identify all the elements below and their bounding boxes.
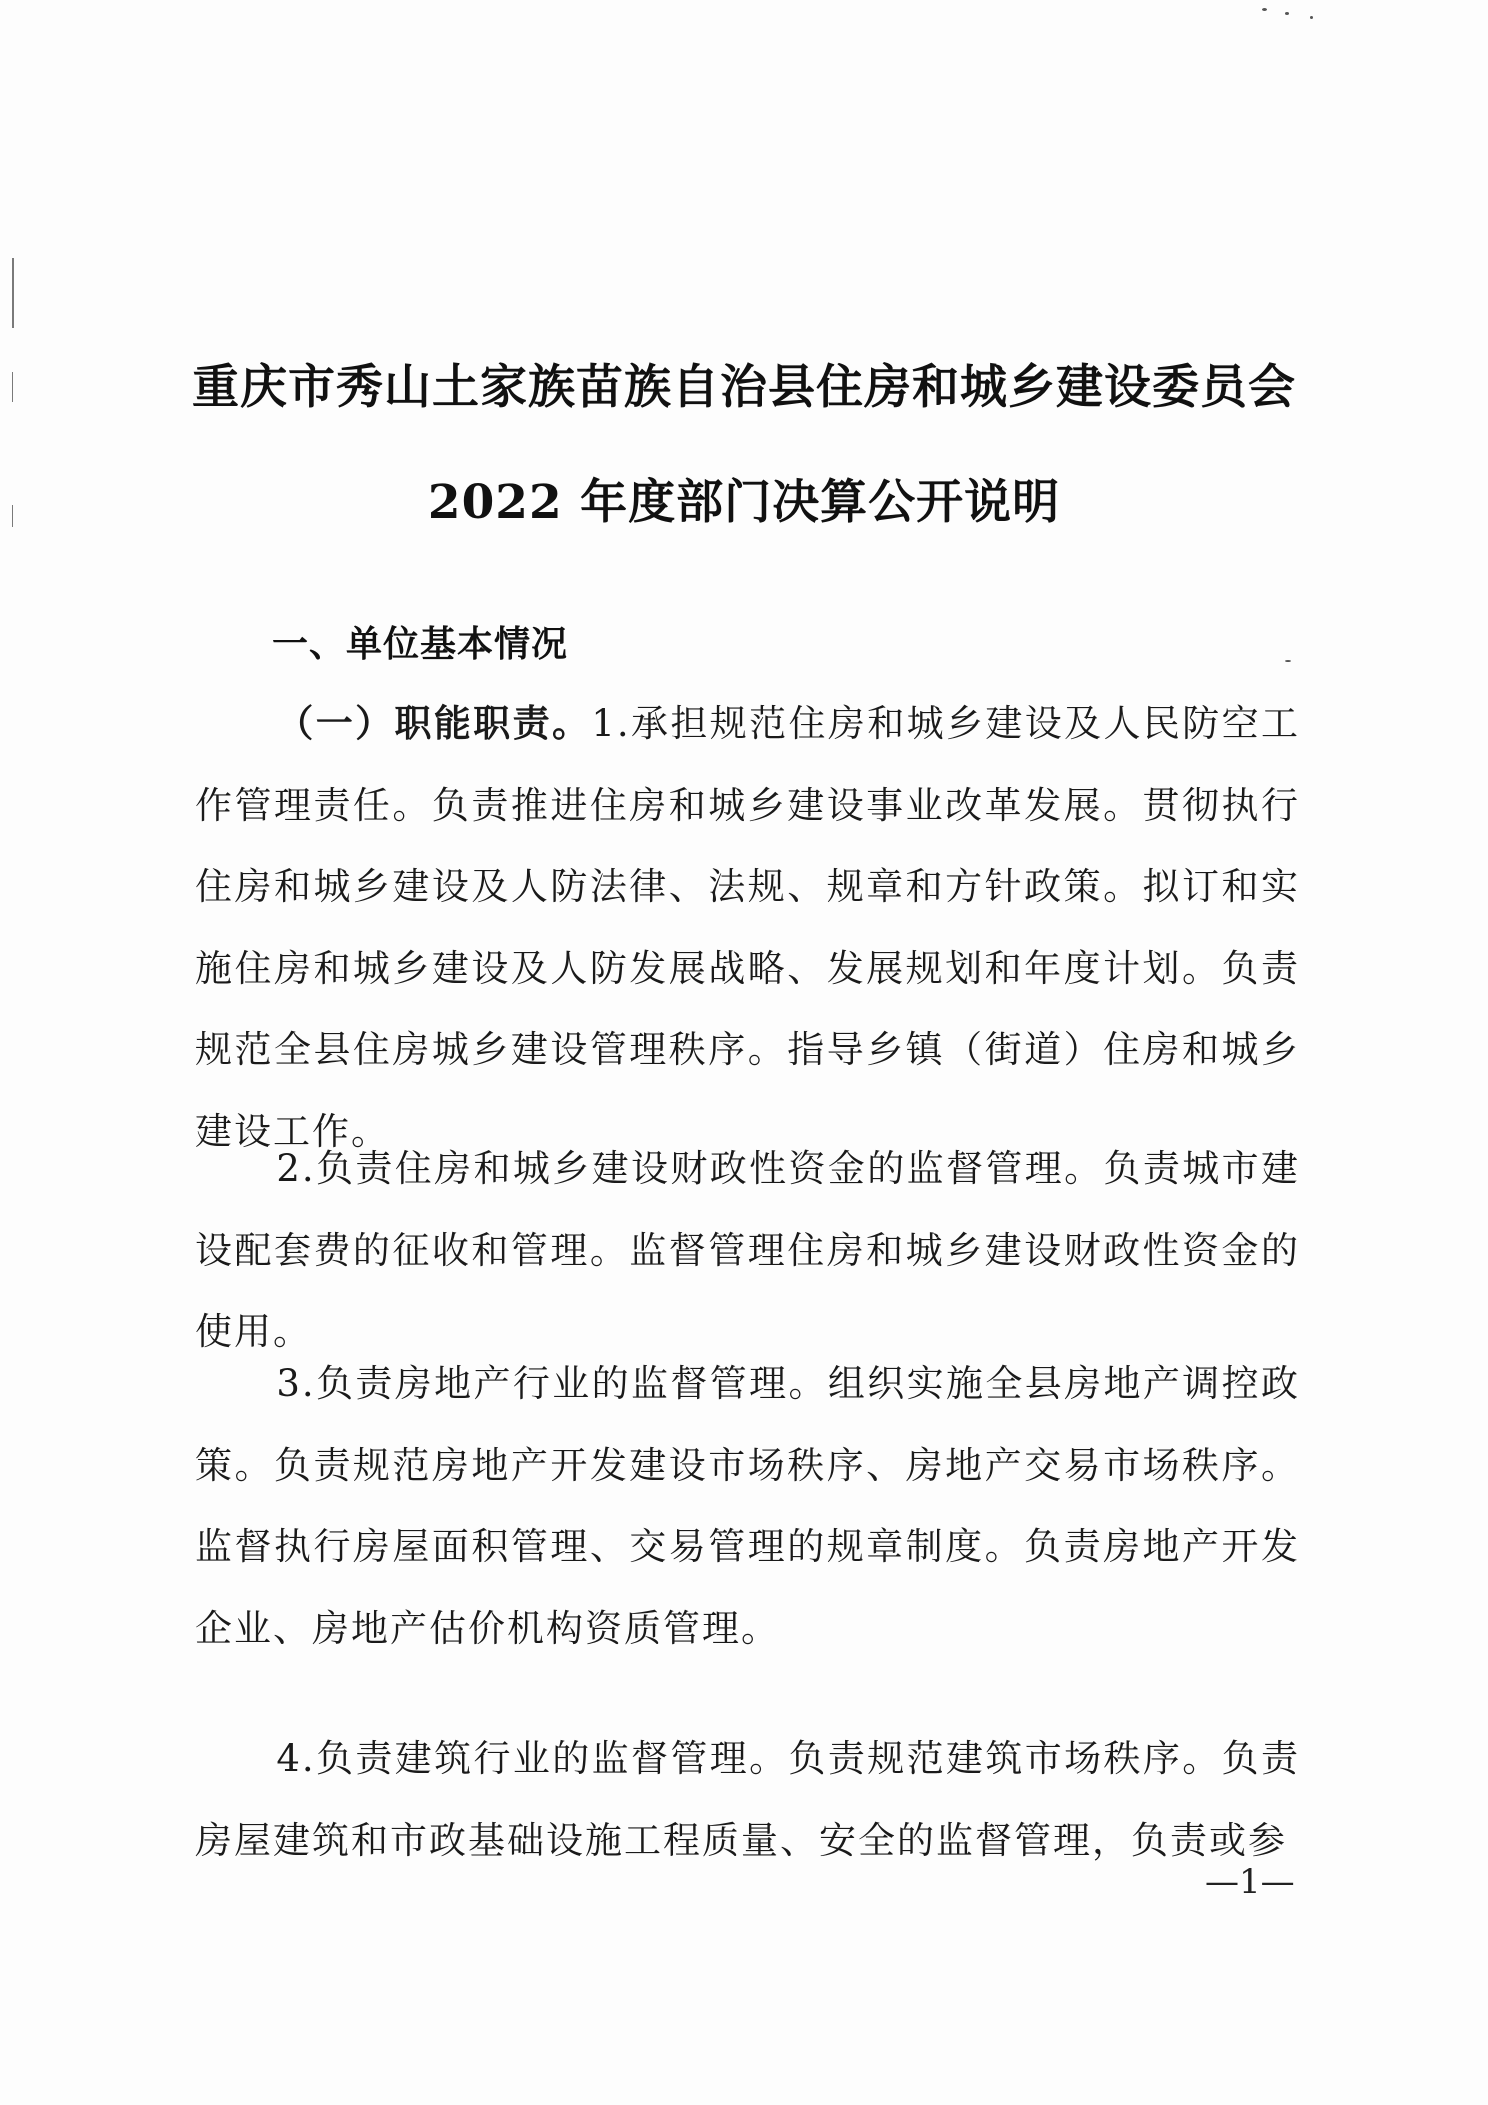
paragraph-text: 1.承担规范住房和城乡建设及人民防空工作管理责任。负责推进住房和城乡建设事业改革发展。贯彻执行住房和城乡建设及人防法律、法规、规章和方针政策。拟订和实施住房和城乡建设及人防发展战略、发展规划和年度计划。负责规范全县住房城乡建设管理秩序。指导乡镇（街道）住房和城乡建设工作。: [195, 702, 1300, 1153]
scan-speck: [1262, 8, 1267, 11]
paragraph-finance: [195, 1128, 1300, 1373]
paragraph-real-estate: [195, 1343, 1300, 1669]
scan-margin-mark: [12, 258, 14, 328]
subsection-label: （一）职能职责。: [276, 702, 592, 745]
scan-speck: [1285, 12, 1289, 15]
paragraph-functions: [195, 683, 1300, 1172]
page-number: —1—: [1205, 1862, 1295, 1902]
paragraph-text: 2.负责住房和城乡建设财政性资金的监督管理。负责城市建设配套费的征收和管理。监督管理住房和城乡建设财政性资金的使用。: [195, 1147, 1300, 1353]
scan-speck: [1285, 660, 1291, 662]
paragraph-text: 3.负责房地产行业的监督管理。组织实施全县房地产调控政策。负责规范房地产开发建设市场秩序、房地产交易市场秩序。监督执行房屋面积管理、交易管理的规章制度。负责房地产开发企业、房地产估价机构资质管理。: [195, 1362, 1300, 1650]
paragraph-text: 4.负责建筑行业的监督管理。负责规范建筑市场秩序。负责房屋建筑和市政基础设施工程质量、安全的监督管理，负责或参: [195, 1737, 1300, 1862]
document-title-line1: 重庆市秀山土家族苗族自治县住房和城乡建设委员会: [192, 360, 1296, 415]
paragraph-construction: [195, 1718, 1300, 1881]
document-title-line2: 2022 年度部门决算公开说明: [427, 475, 1061, 530]
scan-speck: [1310, 16, 1313, 19]
section-heading: 一、单位基本情况: [272, 624, 569, 665]
